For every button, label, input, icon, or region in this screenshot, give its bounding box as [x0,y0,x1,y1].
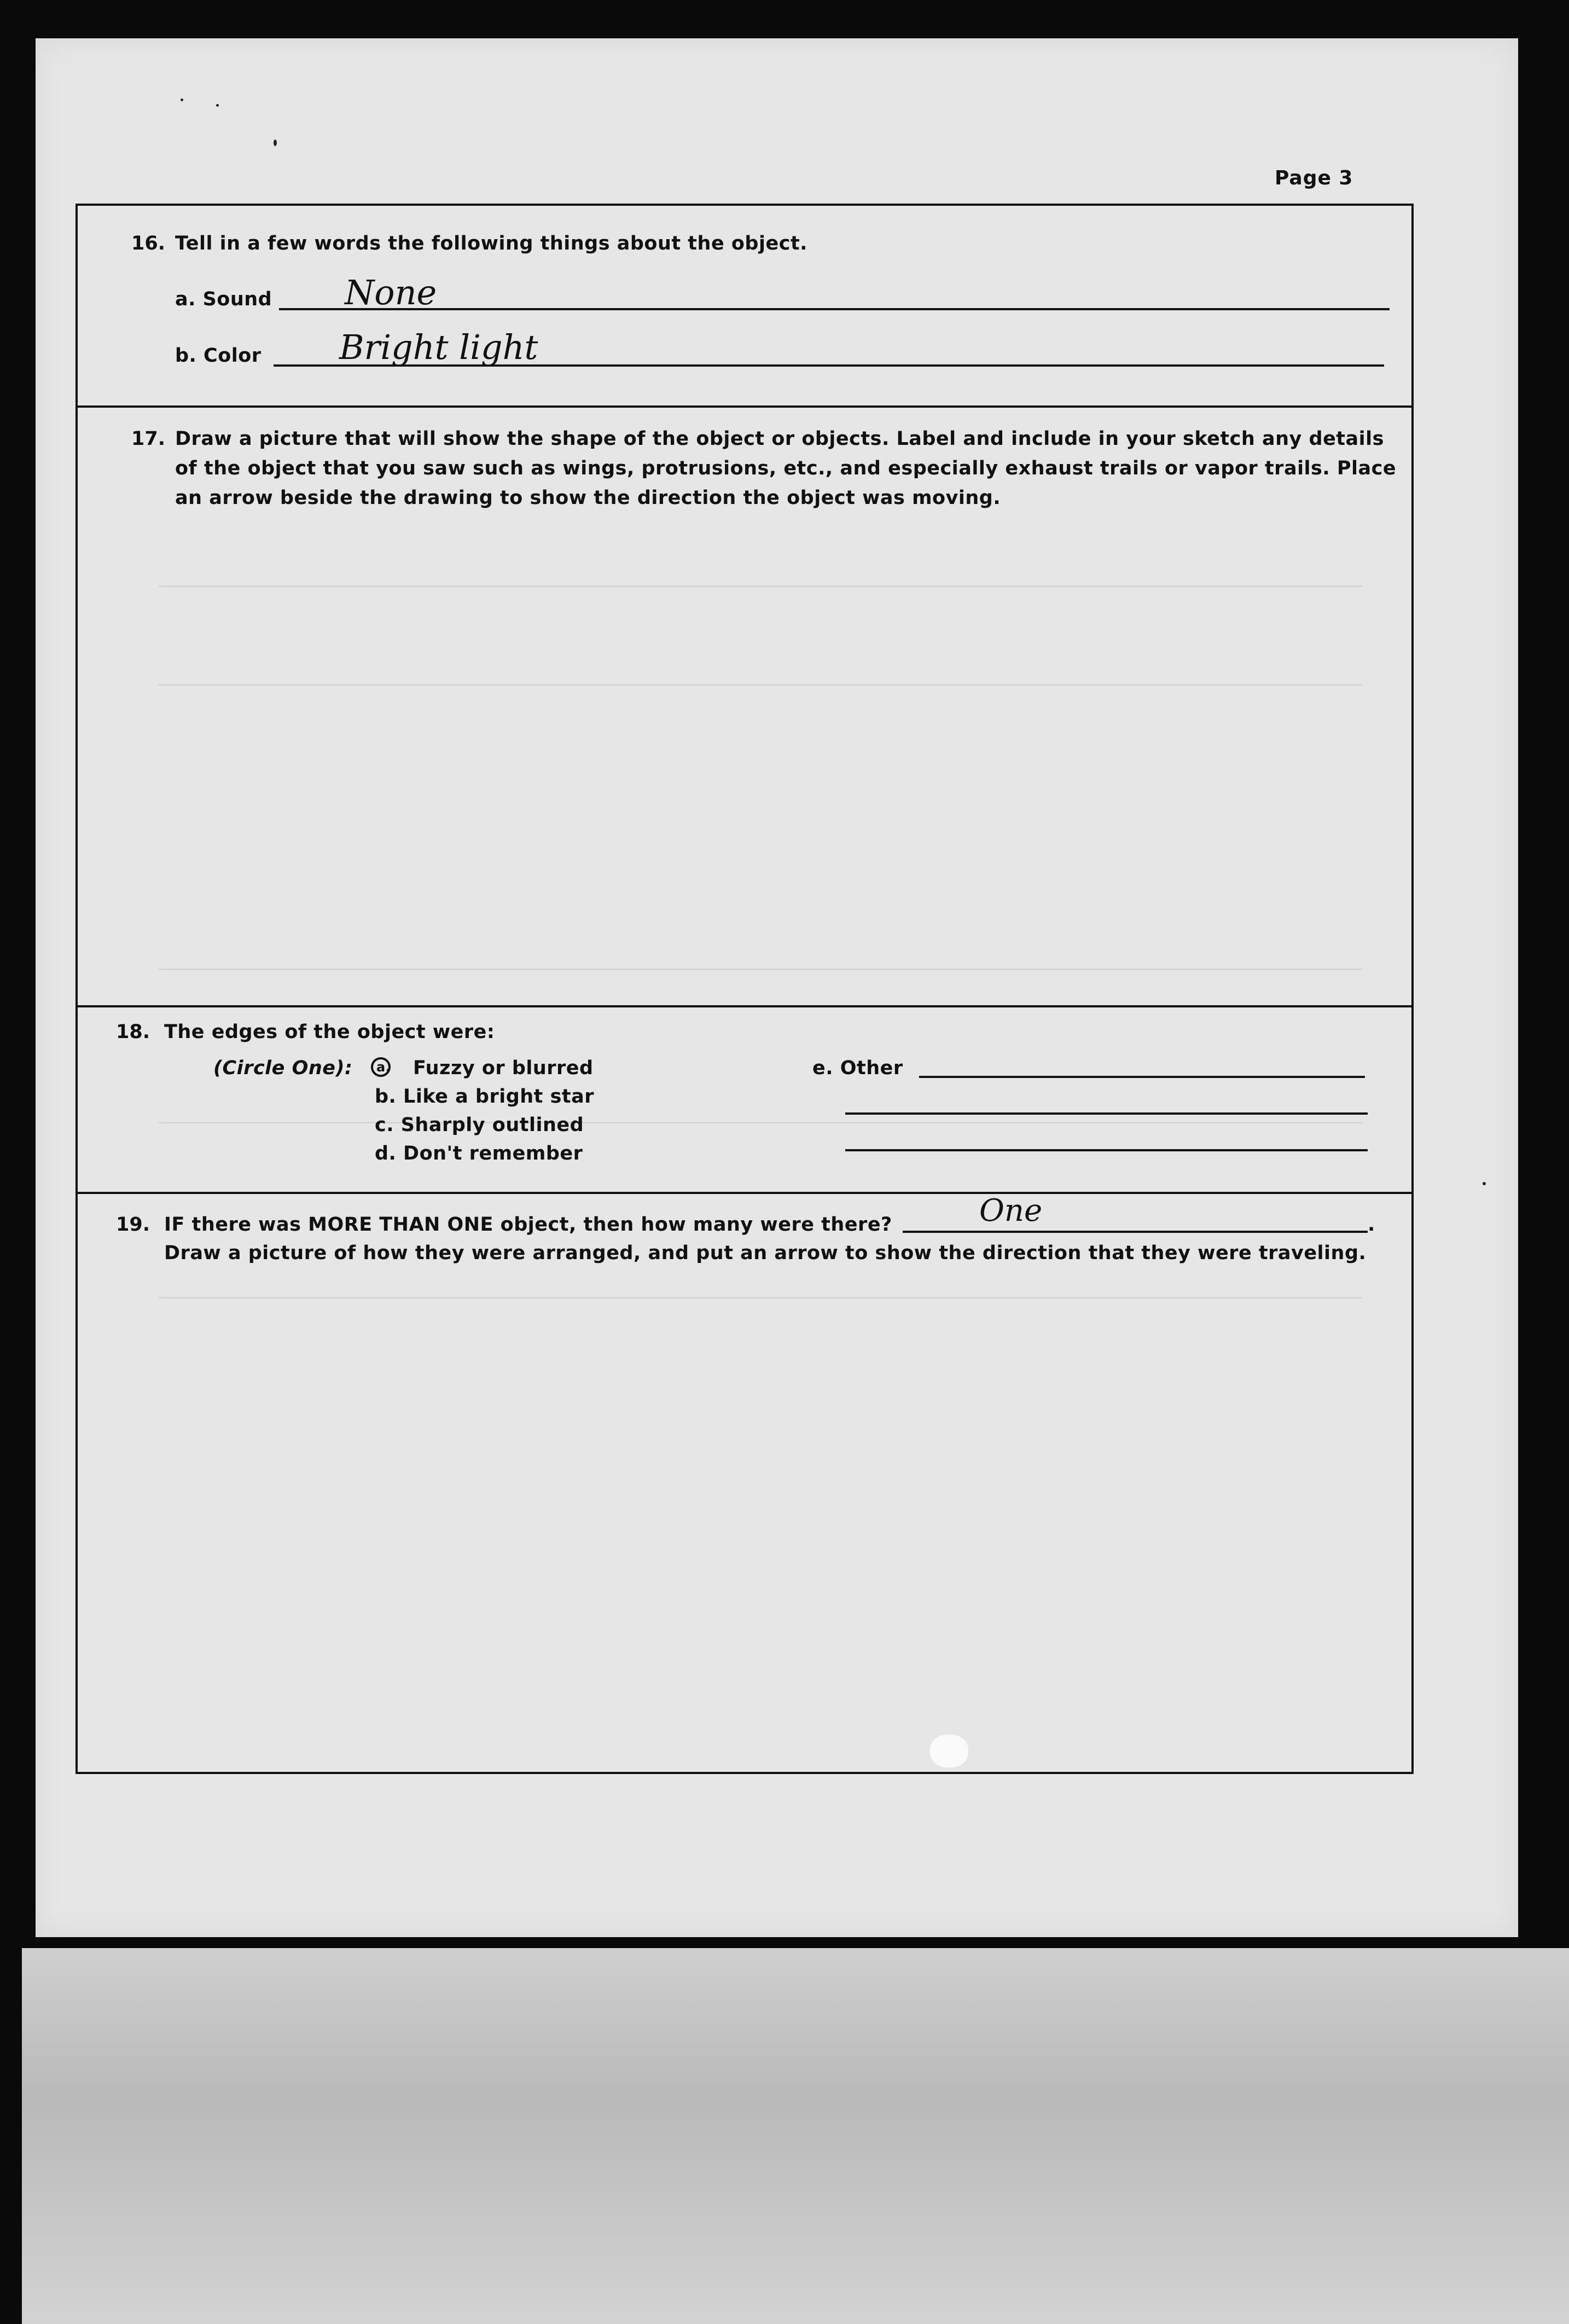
q18-prompt: The edges of the object were: [164,1021,495,1043]
q16-sound-line [279,308,1390,310]
q18-other-line-3[interactable] [845,1149,1368,1151]
q18-instruction: (Circle One): [213,1057,353,1079]
q17-line-3: an arrow beside the drawing to show the direction the object was moving. [175,487,1001,509]
scan-speck [216,104,219,107]
q17-number: 17. [131,428,166,450]
q18-other-line-1[interactable] [919,1076,1365,1078]
q19-number: 19. [116,1214,150,1236]
q18-option-b[interactable]: b. Like a bright star [375,1086,595,1108]
scan-speck [1483,1182,1486,1185]
q19-prompt: IF there was MORE THAN ONE object, then how many were there? [164,1214,892,1236]
q19-count-line [903,1231,1368,1233]
q17-line-2: of the object that you saw such as wings, protrusions, etc., and especially exhaust trails or vapor trails. Place [175,457,1397,479]
q19-line-2: Draw a picture of how they were arranged, and put an arrow to show the direction that they were traveling. [164,1242,1367,1264]
scan-speck [181,98,183,101]
q16-sound-label: a. Sound [175,288,272,310]
page-number: Page 3 [1275,167,1353,189]
q19-answer[interactable]: One [979,1193,1043,1228]
q19-end-period: . [1368,1214,1375,1236]
q19-drawing-area[interactable] [82,1275,1406,1767]
q18-option-a[interactable]: Fuzzy or blurred [413,1057,594,1079]
scan-blot [930,1735,968,1767]
q18-option-c[interactable]: c. Sharply outlined [375,1114,584,1136]
q18-option-e[interactable]: e. Other [812,1057,903,1079]
q17-drawing-area[interactable] [82,520,1406,1001]
section-divider [75,1192,1414,1194]
scan-speck [274,140,277,146]
q16-color-value[interactable]: Bright light [339,327,538,367]
section-divider [75,405,1414,408]
q18-option-d[interactable]: d. Don't remember [375,1143,583,1164]
underlying-sheet [22,1948,1569,2324]
q17-line-1: Draw a picture that will show the shape of the object or objects. Label and include in your sketch any details [175,428,1384,450]
q18-number: 18. [116,1021,150,1043]
section-divider [75,1005,1414,1007]
q16-number: 16. [131,233,166,254]
q16-prompt: Tell in a few words the following things about the object. [175,233,807,254]
q18-option-a-letter: a. [376,1059,391,1075]
q16-sound-value[interactable]: None [345,273,437,312]
q18-other-line-2[interactable] [845,1112,1368,1115]
q16-color-label: b. Color [175,345,262,367]
